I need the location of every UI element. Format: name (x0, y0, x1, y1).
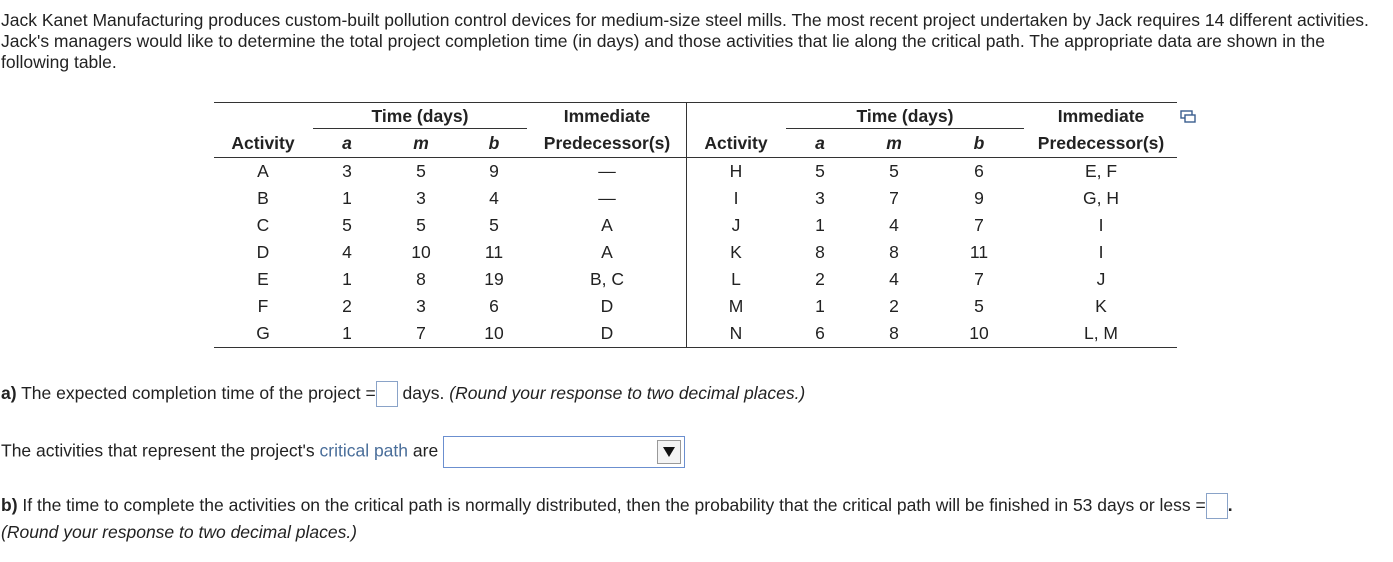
probability-input[interactable] (1206, 493, 1228, 519)
right-m-cell: 5 (889, 161, 899, 181)
left-pred-cell: B, C (589, 269, 625, 289)
right-pred-cell: I (1098, 215, 1104, 235)
pred-header-left-line1: Immediate (563, 106, 651, 126)
critical-path-dropdown[interactable] (443, 436, 685, 468)
completion-time-input[interactable] (376, 381, 398, 407)
activity-table (214, 102, 1177, 348)
left-b-cell: 19 (484, 269, 504, 289)
critical-path-link[interactable]: critical path (319, 440, 409, 461)
left-pred-cell: — (598, 188, 616, 208)
right-a-cell: 2 (815, 269, 825, 289)
dropdown-arrow-button[interactable] (657, 440, 681, 464)
right-m-cell: 4 (889, 269, 899, 289)
left-m-cell: 5 (416, 161, 426, 181)
right-activity-cell: K (687, 239, 786, 266)
question-b-period: . (1227, 495, 1233, 515)
right-m-cell: 7 (889, 188, 899, 208)
right-activity-cell: L (687, 266, 786, 293)
pred-header-right-line2: Predecessor(s) (1025, 130, 1177, 158)
left-activity-cell: B (257, 188, 269, 208)
question-b-note: (Round your response to two decimal places.) (1, 522, 358, 543)
critical-path-question (1, 436, 685, 468)
b-header-right: b (933, 130, 1025, 158)
left-activity-cell: C (256, 215, 270, 235)
left-activity-cell: A (257, 161, 269, 181)
right-b-cell: 6 (974, 161, 984, 181)
question-a-after: days. (397, 383, 450, 403)
left-pred-cell: D (528, 320, 687, 348)
pred-header-left-line2: Predecessor(s) (528, 130, 687, 158)
right-m-cell: 8 (855, 320, 933, 348)
question-b-text2: days or less = (1092, 495, 1206, 515)
copy-icon[interactable] (1180, 110, 1196, 124)
right-b-cell: 10 (933, 320, 1025, 348)
m-header-right: m (855, 130, 933, 158)
right-pred-cell: G, H (1083, 188, 1119, 208)
a-header-left: a (312, 130, 382, 158)
right-a-cell: 3 (815, 188, 825, 208)
right-b-cell: 11 (969, 242, 989, 262)
problem-statement: Jack Kanet Manufacturing produces custom-built pollution control devices for medium-size steel mills. The most recent project undertaken by Jack requires 14 different activities. Jack's managers would like to determine the total project completion time (in days) and those activities that lie along the critical path. The appropriate data are shown in the following table. (1, 10, 1369, 72)
pred-header-right-line1: Immediate (1057, 106, 1145, 126)
question-a-text: The expected completion time of the project = (16, 383, 376, 403)
left-b-cell: 9 (489, 161, 499, 181)
right-pred-cell: I (1098, 242, 1104, 262)
right-pred-cell: K (1095, 296, 1107, 316)
left-pred-cell: D (600, 296, 614, 316)
left-m-cell: 5 (416, 215, 426, 235)
activity-header-right: Activity (687, 130, 786, 158)
table-row (214, 320, 1177, 348)
right-b-cell: 7 (974, 269, 984, 289)
table-row (214, 293, 1177, 320)
right-b-cell: 7 (974, 215, 984, 235)
right-activity-cell: J (687, 212, 786, 239)
right-pred-cell: L, M (1025, 320, 1177, 348)
activity-header-left: Activity (214, 130, 312, 158)
left-a-cell: 2 (342, 296, 352, 316)
table-row (214, 185, 1177, 212)
left-b-cell: 4 (489, 188, 499, 208)
left-a-cell: 3 (342, 161, 352, 181)
b-header-left: b (460, 130, 528, 158)
time-days-header-right: Time (days) (785, 103, 1025, 131)
right-a-cell: 1 (815, 215, 825, 235)
left-a-cell: 5 (342, 215, 352, 235)
question-a (1, 381, 805, 407)
left-b-cell: 10 (460, 320, 528, 348)
right-pred-cell: E, F (1084, 161, 1118, 181)
left-m-cell: 3 (416, 188, 426, 208)
question-a-note: (Round your response to two decimal places.) (449, 383, 806, 403)
right-activity-cell: H (687, 158, 786, 186)
right-m-cell: 2 (889, 296, 899, 316)
right-b-cell: 9 (974, 188, 984, 208)
right-pred-cell: J (1096, 269, 1106, 289)
left-a-cell: 1 (342, 269, 352, 289)
question-b-days: 53 (1072, 495, 1093, 515)
table-row (214, 239, 1177, 266)
time-days-header-left: Time (days) (312, 103, 528, 131)
table-row (214, 212, 1177, 239)
left-a-cell: 1 (342, 188, 352, 208)
right-activity-cell: M (687, 293, 786, 320)
left-activity-cell: D (256, 242, 270, 262)
left-m-cell: 3 (416, 296, 426, 316)
left-b-cell: 6 (489, 296, 499, 316)
right-b-cell: 5 (974, 296, 984, 316)
right-a-cell: 8 (815, 242, 825, 262)
right-a-cell: 6 (785, 320, 855, 348)
left-a-cell: 1 (312, 320, 382, 348)
right-activity-cell: N (687, 320, 786, 348)
right-m-cell: 4 (889, 215, 899, 235)
critical-path-post: are (408, 440, 439, 461)
left-a-cell: 4 (342, 242, 352, 262)
left-pred-cell: A (601, 215, 613, 235)
right-activity-cell: I (687, 185, 786, 212)
table-row (214, 158, 1177, 186)
left-m-cell: 10 (411, 242, 431, 262)
left-m-cell: 8 (416, 269, 426, 289)
left-pred-cell: A (601, 242, 613, 262)
table-row (214, 266, 1177, 293)
left-activity-cell: G (214, 320, 312, 348)
question-b (1, 492, 1386, 545)
right-m-cell: 8 (889, 242, 899, 262)
left-activity-cell: F (257, 296, 269, 316)
right-a-cell: 5 (815, 161, 825, 181)
dropdown-arrow-icon (663, 447, 675, 457)
question-b-label: b) (1, 495, 18, 515)
a-header-right: a (785, 130, 855, 158)
left-b-cell: 11 (484, 242, 504, 262)
left-b-cell: 5 (489, 215, 499, 235)
m-header-left: m (382, 130, 460, 158)
left-m-cell: 7 (382, 320, 460, 348)
question-a-label: a) (1, 383, 17, 403)
critical-path-pre: The activities that represent the project's (1, 440, 320, 461)
question-b-text: If the time to complete the activities on the critical path is normally distributed, then the probability that the critical path will be finished in (17, 495, 1073, 515)
left-pred-cell: — (598, 161, 616, 181)
right-a-cell: 1 (815, 296, 825, 316)
left-activity-cell: E (257, 269, 269, 289)
